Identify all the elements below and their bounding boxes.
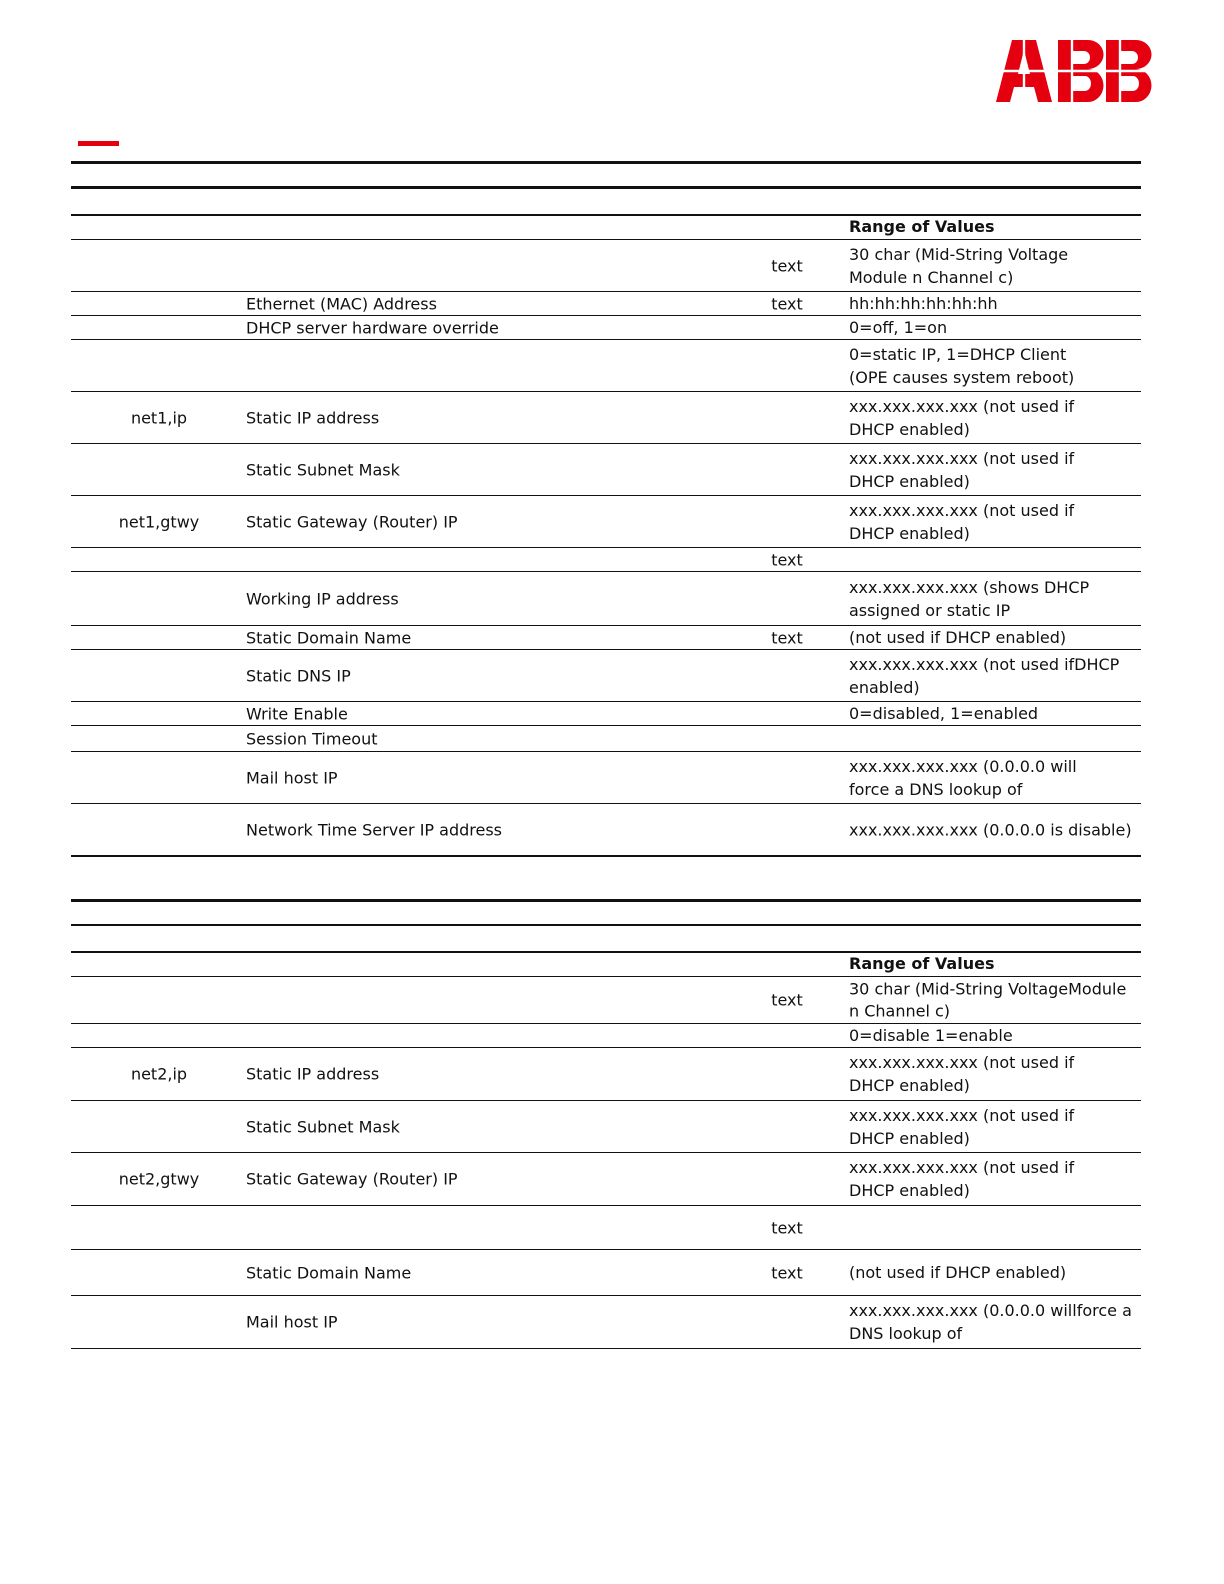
range-line: (not used if DHCP enabled) — [849, 1262, 1067, 1282]
range-line: Module n Channel c) — [849, 267, 1014, 287]
table-row — [71, 1296, 1141, 1349]
range-line: DHCP enabled) — [849, 419, 970, 439]
range-line: DHCP enabled) — [849, 471, 970, 491]
range-line: Range of Values — [849, 217, 995, 237]
cell-parameter: Static Subnet Mask — [246, 460, 400, 479]
cell-range — [849, 1156, 1074, 1202]
cell-parameter: Static IP address — [246, 1064, 380, 1084]
range-line: assigned or static IP — [849, 600, 1011, 620]
cell-range — [849, 978, 1126, 1021]
table-row — [71, 316, 1141, 340]
table-row — [71, 650, 1141, 702]
range-line: DHCP enabled) — [849, 1181, 970, 1200]
cell-parameter: Working IP address — [246, 589, 399, 608]
range-line: xxx.xxx.xxx.xxx (not used if — [849, 448, 1075, 468]
range-line: (not used if DHCP enabled) — [849, 627, 1067, 647]
table-row — [71, 444, 1141, 496]
table-row — [71, 292, 1141, 316]
range-line: DHCP enabled) — [849, 1076, 970, 1095]
cell-parameter: Network Time Server IP address — [246, 820, 502, 839]
range-line: xxx.xxx.xxx.xxx (0.0.0.0 willforce a — [849, 1300, 1132, 1320]
range-line: DHCP enabled) — [849, 1128, 970, 1148]
cell-range — [849, 703, 1038, 725]
cell-parameter: Ethernet (MAC) Address — [246, 294, 437, 313]
range-line: 0=static IP, 1=DHCP Client — [849, 344, 1067, 364]
table-row — [71, 1250, 1141, 1296]
range-line: Range of Values — [849, 954, 995, 974]
cell-type: text — [771, 1218, 803, 1237]
cell-range — [849, 1025, 1013, 1047]
cell-parameter: Static Gateway (Router) IP — [246, 512, 458, 531]
range-line: 0=disable 1=enable — [849, 1025, 1013, 1045]
cell-parameter: Static DNS IP — [246, 666, 351, 685]
abb-logo — [996, 40, 1156, 102]
cell-range — [849, 1103, 1074, 1149]
cell-range — [849, 342, 1074, 388]
cell-range — [849, 1299, 1132, 1345]
table2-top-rule — [71, 899, 1141, 902]
cell-parameter: Static Domain Name — [246, 628, 412, 647]
table-row — [71, 977, 1141, 1024]
table-row — [71, 702, 1141, 726]
cell-parameter: Write Enable — [246, 704, 348, 723]
table-row — [71, 240, 1141, 292]
table-row — [71, 1101, 1141, 1153]
cell-range — [849, 446, 1074, 492]
range-header — [849, 953, 994, 975]
range-line: xxx.xxx.xxx.xxx (not used if — [849, 396, 1075, 416]
cell-range — [849, 498, 1074, 544]
cell-id: net2,gtwy — [118, 1169, 200, 1189]
cell-range — [849, 652, 1119, 698]
cell-id: net2,ip — [130, 1064, 188, 1084]
table-row — [71, 1206, 1141, 1250]
range-line: xxx.xxx.xxx.xxx (0.0.0.0 is disable) — [849, 819, 1132, 839]
range-line: xxx.xxx.xxx.xxx (not used if — [849, 1157, 1075, 1177]
cell-range — [849, 1051, 1074, 1097]
range-line: xxx.xxx.xxx.xxx (0.0.0.0 will — [849, 756, 1077, 776]
cell-range — [849, 627, 1066, 649]
cell-type: text — [771, 990, 803, 1010]
range-line: n Channel c) — [849, 1001, 951, 1020]
cell-parameter: Static Subnet Mask — [246, 1117, 400, 1136]
range-header — [849, 216, 994, 238]
table-row — [71, 1024, 1141, 1048]
range-line: force a DNS lookup of — [849, 779, 1023, 799]
table-row — [71, 215, 1141, 240]
cell-range — [849, 575, 1089, 621]
table-row — [71, 752, 1141, 804]
cell-range — [849, 242, 1068, 288]
table-row — [71, 392, 1141, 444]
cell-parameter: DHCP server hardware override — [246, 318, 499, 337]
table-row — [71, 1153, 1141, 1206]
range-line: xxx.xxx.xxx.xxx (not used ifDHCP — [849, 654, 1120, 674]
cell-type: text — [771, 256, 803, 275]
range-line: DHCP enabled) — [849, 523, 970, 543]
range-line: 0=disabled, 1=enabled — [849, 703, 1039, 723]
cell-range — [849, 394, 1074, 440]
cell-id: net1,ip — [130, 408, 188, 427]
range-line: (OPE causes system reboot) — [849, 367, 1075, 387]
cell-range — [849, 1262, 1066, 1284]
cell-id: net1,gtwy — [118, 512, 200, 531]
accent-bar — [78, 141, 119, 146]
table-row — [71, 804, 1141, 857]
range-line: 30 char (Mid-String VoltageModule — [849, 979, 1127, 999]
table-row — [71, 952, 1141, 977]
cell-range — [849, 754, 1077, 800]
range-line: xxx.xxx.xxx.xxx (shows DHCP — [849, 577, 1090, 597]
table-row — [71, 626, 1141, 650]
cell-type: text — [771, 294, 803, 313]
cell-type: text — [771, 628, 803, 647]
cell-type: text — [771, 550, 803, 569]
cell-range — [849, 317, 947, 339]
cell-parameter: Session Timeout — [246, 729, 378, 748]
table-row — [71, 726, 1141, 752]
table-row — [71, 548, 1141, 572]
cell-parameter: Static Domain Name — [246, 1263, 412, 1282]
range-line: 30 char (Mid-String Voltage — [849, 244, 1069, 264]
cell-range — [849, 818, 1132, 841]
range-line: hh:hh:hh:hh:hh:hh — [849, 293, 998, 313]
table-row — [71, 340, 1141, 392]
table-row — [71, 1048, 1141, 1101]
cell-parameter: Static Gateway (Router) IP — [246, 1169, 458, 1189]
range-line: xxx.xxx.xxx.xxx (not used if — [849, 1052, 1075, 1072]
cell-parameter: Mail host IP — [246, 768, 338, 787]
range-line: xxx.xxx.xxx.xxx (not used if — [849, 500, 1075, 520]
table1-title-rule — [71, 186, 1141, 189]
cell-parameter: Mail host IP — [246, 1312, 338, 1332]
cell-range — [849, 293, 998, 315]
table-row — [71, 572, 1141, 626]
table-row — [71, 496, 1141, 548]
cell-parameter: Static IP address — [246, 408, 380, 427]
range-line: 0=off, 1=on — [849, 317, 948, 337]
range-line: DNS lookup of — [849, 1324, 963, 1343]
cell-type: text — [771, 1263, 803, 1282]
table1-top-rule — [71, 161, 1141, 164]
table2-title-rule — [71, 924, 1141, 926]
range-line: enabled) — [849, 677, 920, 697]
range-line: xxx.xxx.xxx.xxx (not used if — [849, 1105, 1075, 1125]
